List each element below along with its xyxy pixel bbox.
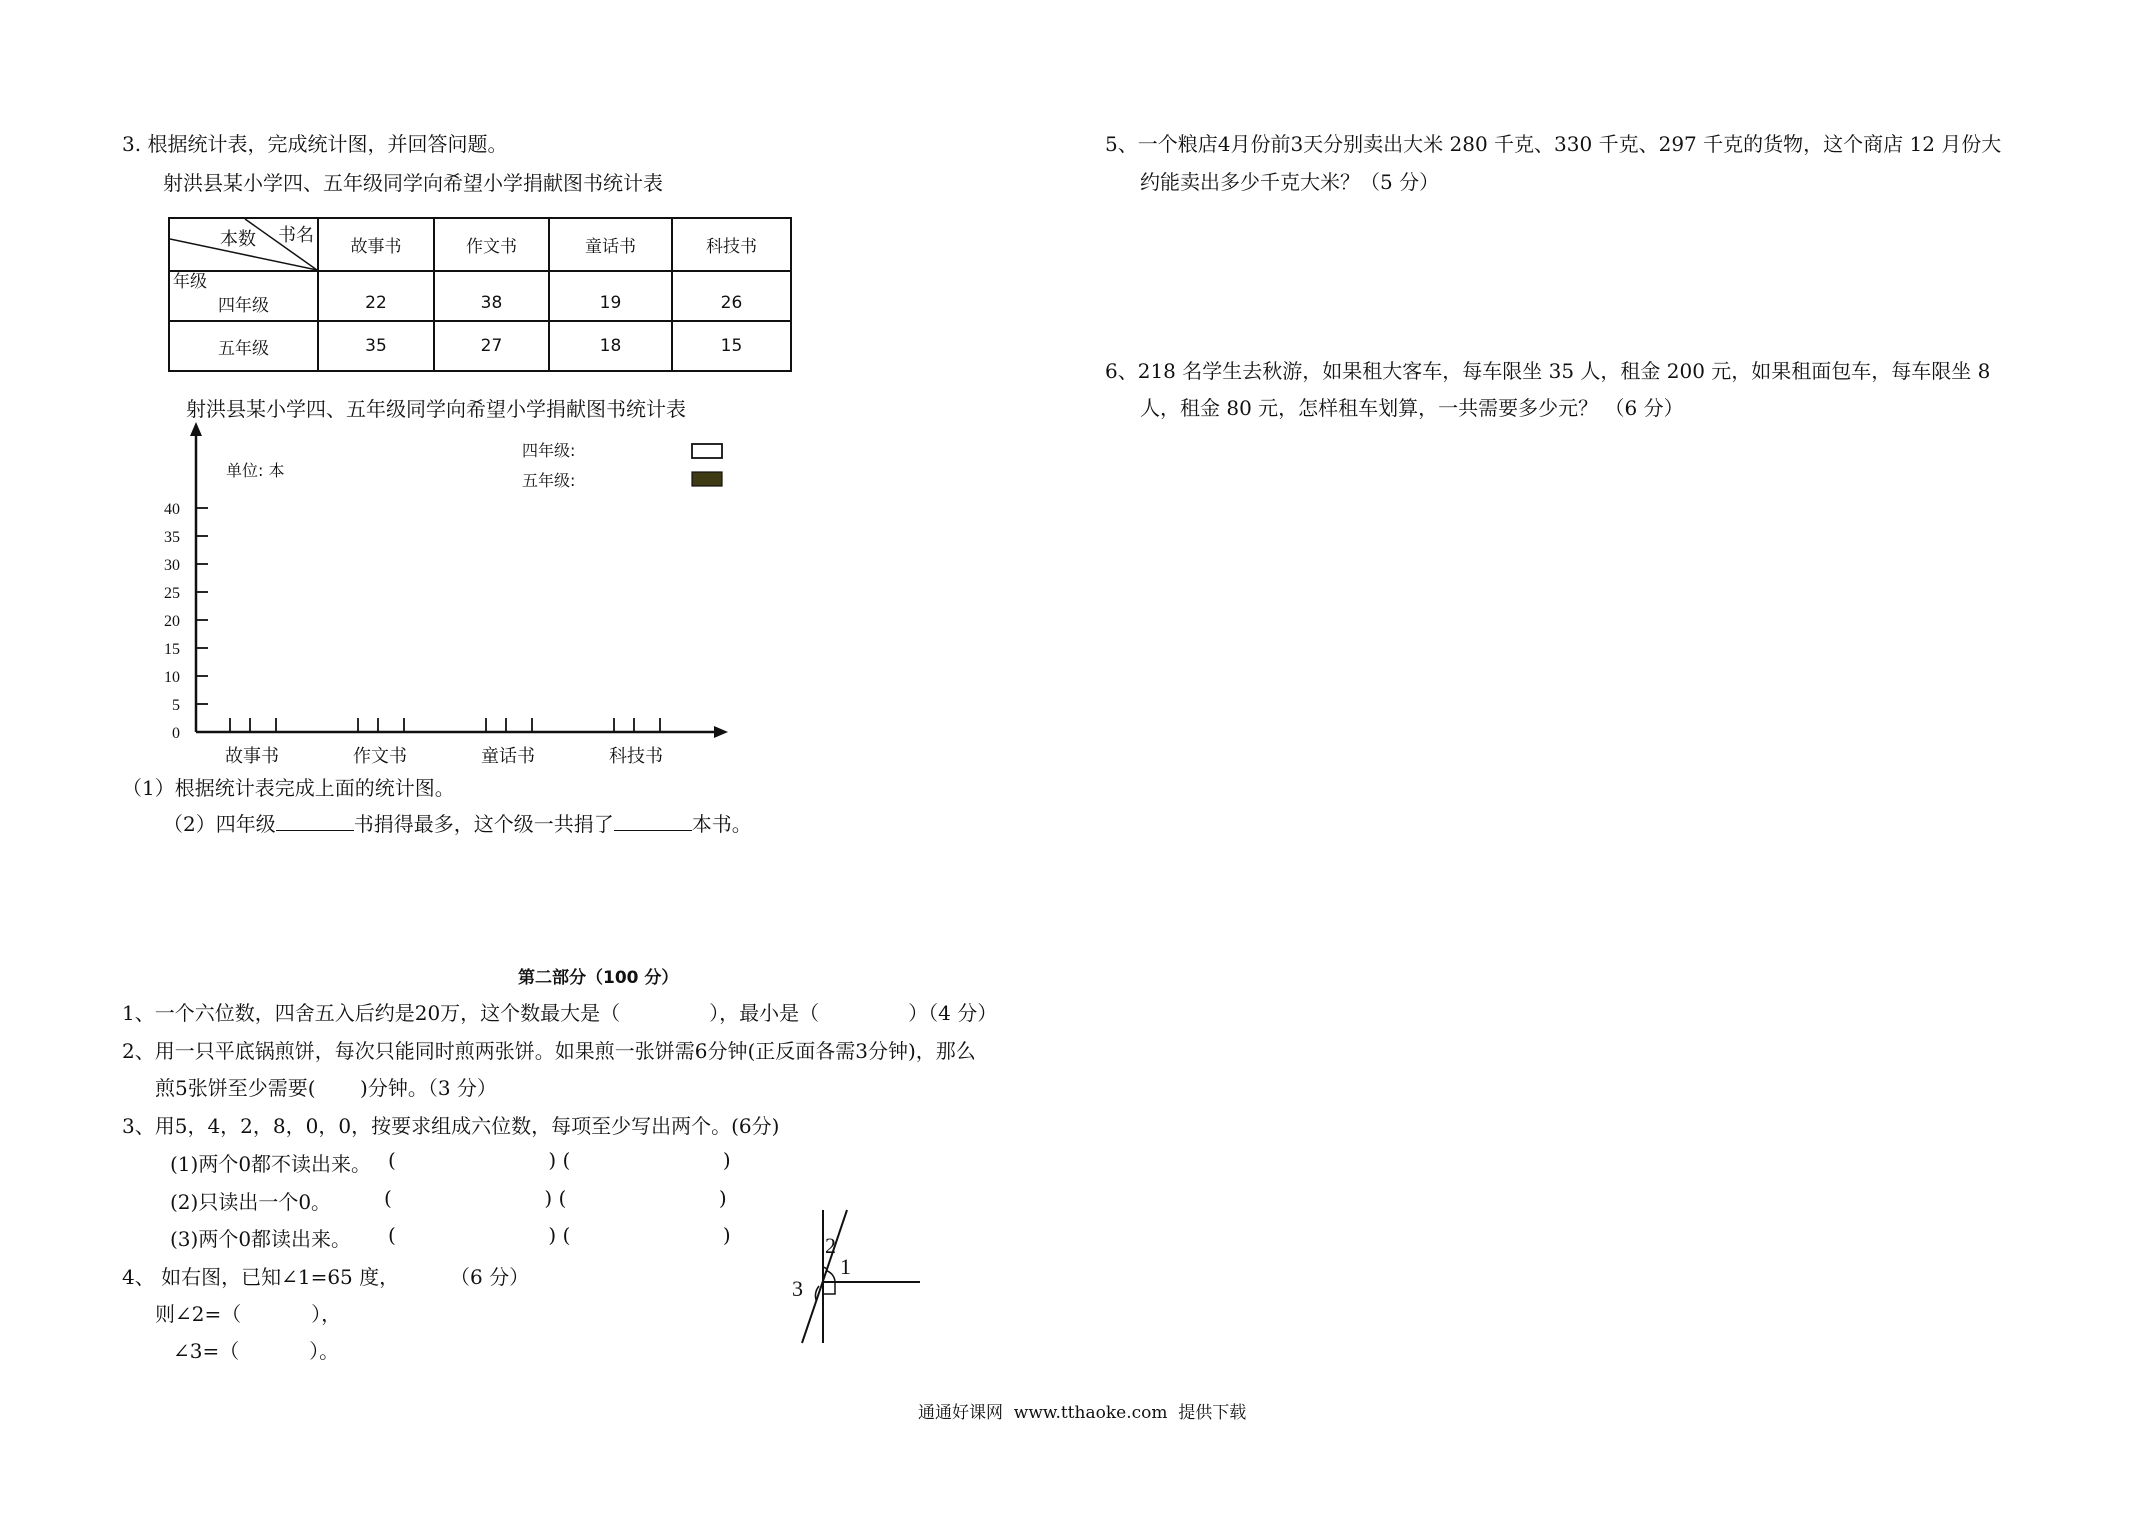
x-axis-arrow-icon	[714, 726, 728, 738]
q3-sub2-a: （2）四年级	[163, 812, 276, 836]
table-cell: 27	[434, 321, 549, 371]
footer-text: 通通好课网 www.tthaoke.com 提供下载	[918, 1403, 1247, 1423]
column-header: 故事书	[318, 218, 434, 271]
legend-swatch-grade5	[692, 472, 722, 486]
table-cell: 26	[672, 271, 791, 321]
column-header: 作文书	[434, 218, 549, 271]
angle-figure	[780, 1205, 930, 1345]
y-tick-label: 35	[164, 529, 180, 546]
table-diagonal-header	[169, 218, 318, 292]
part2-q4-score: （6 分）	[450, 1265, 530, 1289]
y-tick-label: 30	[164, 557, 180, 574]
angle-label-1: 1	[840, 1254, 851, 1279]
statistics-table	[168, 217, 792, 372]
table-row	[169, 321, 791, 371]
legend-label: 四年级:	[522, 441, 576, 460]
q3-sub1: （1）根据统计表完成上面的统计图。	[122, 776, 455, 800]
q3-sub2	[163, 808, 752, 837]
y-tick-label: 5	[172, 697, 180, 714]
legend-label: 五年级:	[522, 471, 576, 490]
angle-label-2: 2	[825, 1233, 836, 1258]
part2-q2-line2: 煎5张饼至少需要( )分钟。（3 分）	[155, 1076, 497, 1100]
answer-blank[interactable]	[276, 810, 354, 831]
angle-label-3: 3	[792, 1276, 803, 1301]
column-header: 童话书	[549, 218, 672, 271]
legend-swatch-grade4	[692, 444, 722, 458]
q6-line1: 6、218 名学生去秋游，如果租大客车，每车限坐 35 人，租金 200 元，如果租面包车，每车限坐 8	[1105, 359, 1991, 383]
q5-line2: 约能卖出多少千克大米？（5 分）	[1140, 170, 1440, 194]
y-axis-arrow-icon	[190, 422, 202, 436]
q3-sub2-b: 书捐得最多，这个级一共捐了	[353, 812, 614, 836]
row-grade: 五年级	[169, 321, 318, 371]
q3-title: 3. 根据统计表，完成统计图，并回答问题。	[122, 132, 508, 156]
table-cell: 35	[318, 321, 434, 371]
part2-q4-line3: ∠3=（ ）。	[173, 1339, 340, 1363]
q5-line1: 5、一个粮店4月份前3天分别卖出大米 280 千克、330 千克、297 千克的货物，这个商店 12 月份大	[1105, 132, 2002, 156]
y-tick-label: 0	[172, 725, 180, 742]
q6-line2: 人，租金 80 元，怎样租车划算，一共需要多少元？ （6 分）	[1140, 396, 1684, 420]
y-tick-label: 15	[164, 641, 180, 658]
answer-blank[interactable]	[614, 810, 692, 831]
part2-q3: 3、用5，4，2，8，0，0，按要求组成六位数，每项至少写出两个。(6分)	[122, 1114, 780, 1138]
x-category-label: 童话书	[481, 746, 535, 767]
part2-q4-line1: 4、 如右图，已知∠1=65 度，	[122, 1265, 400, 1289]
header-grade-label: 年级	[173, 272, 207, 292]
table-cell: 38	[434, 271, 549, 321]
row-grade: 四年级	[169, 271, 318, 321]
chart-title: 射洪县某小学四、五年级同学向希望小学捐献图书统计表	[186, 397, 686, 421]
angle1-arc	[827, 1271, 835, 1282]
part2-q4-line2: 则∠2=（ ），	[155, 1302, 342, 1326]
table-header-row	[169, 218, 791, 271]
q3-item-label: (1)两个0都不读出来。	[170, 1152, 372, 1176]
table-cell: 18	[549, 321, 672, 371]
table-cell: 15	[672, 321, 791, 371]
x-category-label: 科技书	[609, 746, 663, 767]
q3-item-blanks[interactable]: ( ) ( )	[388, 1148, 731, 1172]
table-cell: 19	[549, 271, 672, 321]
y-tick-label: 40	[164, 501, 180, 518]
q3-item-blanks[interactable]: ( ) ( )	[388, 1223, 731, 1247]
y-tick-label: 25	[164, 585, 180, 602]
y-tick-label: 10	[164, 669, 180, 686]
part2-q1: 1、一个六位数，四舍五入后约是20万，这个数最大是（ ），最小是（ ）（4 分）	[122, 1001, 998, 1025]
q3-item-blanks[interactable]: ( ) ( )	[384, 1186, 727, 1210]
part2-q2-line1: 2、用一只平底锅煎饼，每次只能同时煎两张饼。如果煎一张饼需6分钟(正反面各需3分钟)，那么	[122, 1039, 976, 1063]
q3-item-label: (3)两个0都读出来。	[170, 1227, 352, 1251]
q3-sub2-c: 本书。	[691, 812, 752, 836]
right-angle-mark	[823, 1282, 835, 1294]
y-tick-label: 20	[164, 613, 180, 630]
empty-bar-chart	[150, 420, 750, 780]
table-cell: 22	[318, 271, 434, 321]
unit-label: 单位: 本	[226, 461, 285, 480]
x-category-label: 故事书	[225, 746, 279, 767]
x-category-label: 作文书	[353, 746, 407, 767]
column-header: 科技书	[672, 218, 791, 271]
q3-item-label: (2)只读出一个0。	[170, 1190, 332, 1214]
table-title: 射洪县某小学四、五年级同学向希望小学捐献图书统计表	[163, 171, 663, 195]
header-count-label: 本数	[220, 229, 256, 250]
table-row	[169, 271, 791, 321]
part2-heading: 第二部分（100 分）	[518, 968, 679, 988]
header-book-label: 书名	[278, 225, 314, 246]
